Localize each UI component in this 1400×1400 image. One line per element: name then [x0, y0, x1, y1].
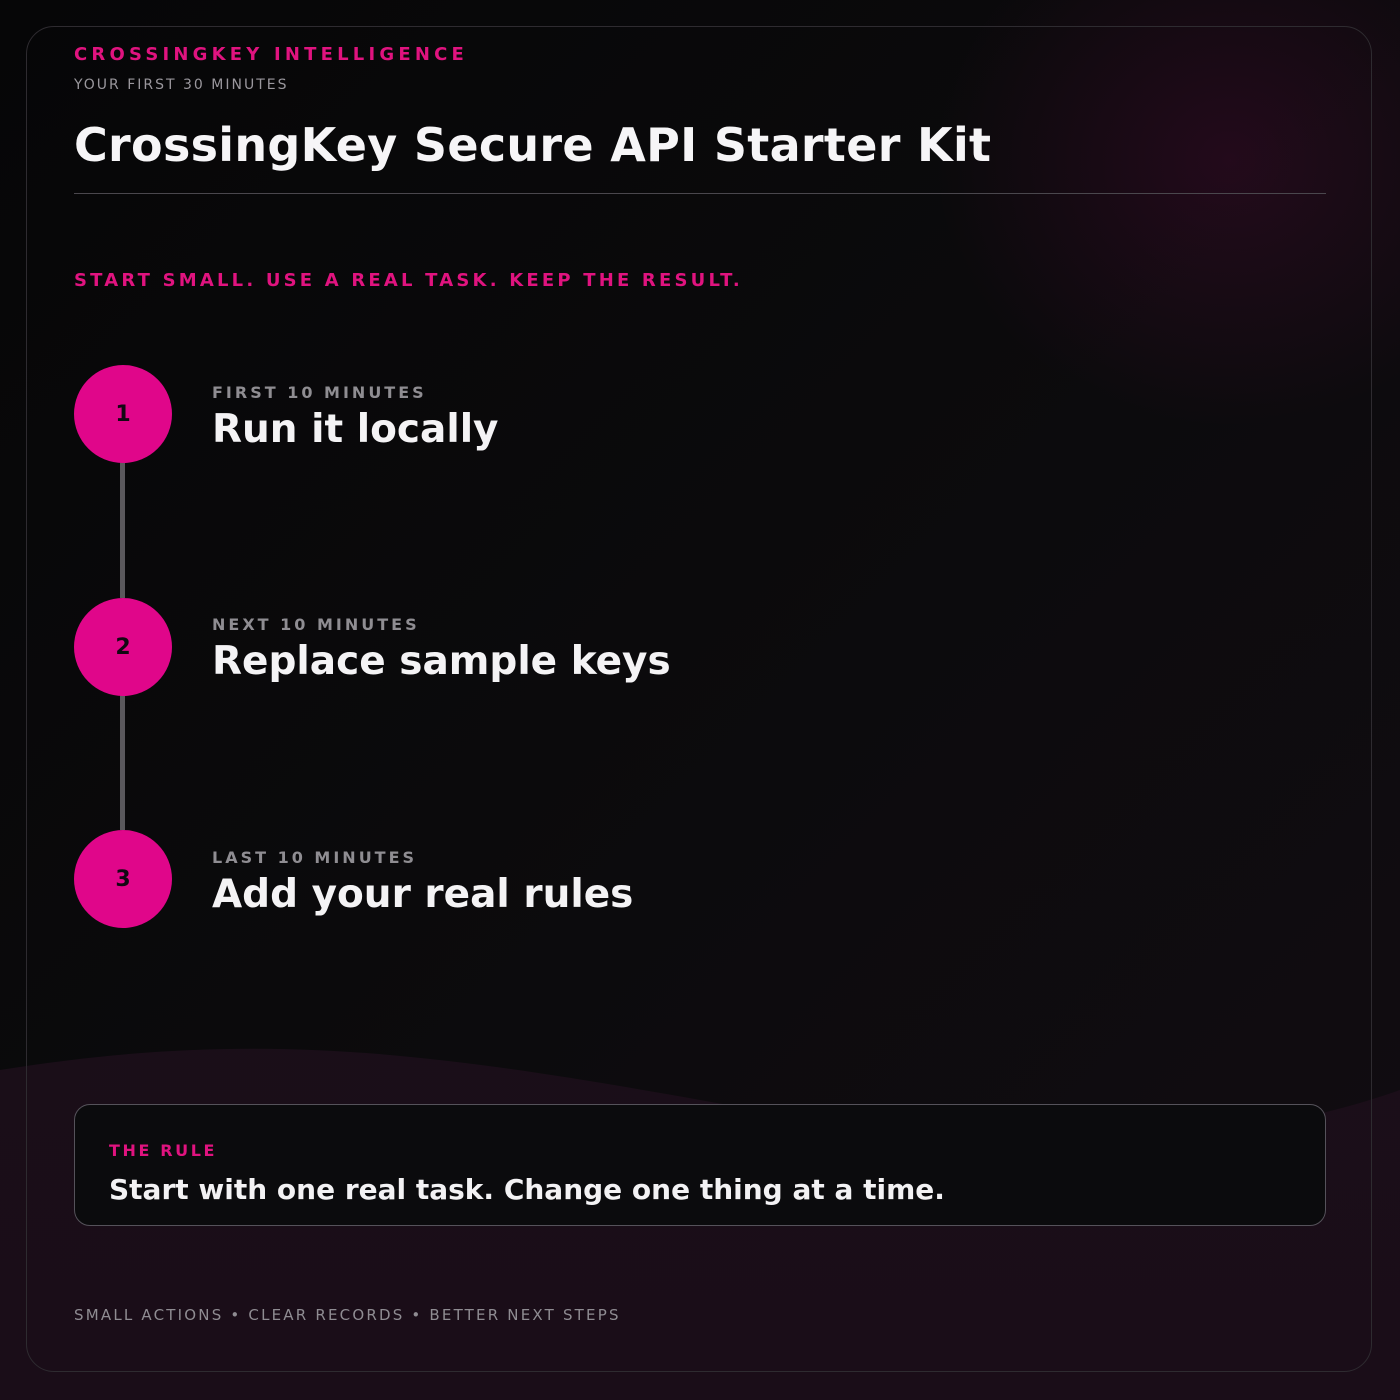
step-time-label: NEXT 10 MINUTES	[212, 615, 420, 634]
rule-callout	[74, 1104, 1326, 1226]
step-number-badge: 2	[74, 598, 172, 696]
page-title: CrossingKey Secure API Starter Kit	[74, 118, 992, 172]
step-number-badge: 3	[74, 830, 172, 928]
step-time-label: FIRST 10 MINUTES	[212, 383, 427, 402]
step-connector	[120, 695, 125, 830]
step-title: Replace sample keys	[212, 639, 671, 684]
tagline: START SMALL. USE A REAL TASK. KEEP THE RESULT.	[74, 270, 743, 291]
rule-label: THE RULE	[109, 1141, 218, 1160]
footer-text: SMALL ACTIONS • CLEAR RECORDS • BETTER NEXT STEPS	[74, 1306, 621, 1324]
title-divider	[74, 193, 1326, 194]
step-number-badge: 1	[74, 365, 172, 463]
step-time-label: LAST 10 MINUTES	[212, 848, 418, 867]
eyebrow-label: YOUR FIRST 30 MINUTES	[74, 77, 289, 93]
brand-name: CROSSINGKEY INTELLIGENCE	[74, 44, 468, 65]
step-connector	[120, 462, 125, 598]
step-title: Run it locally	[212, 407, 499, 452]
step-title: Add your real rules	[212, 872, 634, 917]
rule-text: Start with one real task. Change one thing at a time.	[109, 1173, 945, 1206]
